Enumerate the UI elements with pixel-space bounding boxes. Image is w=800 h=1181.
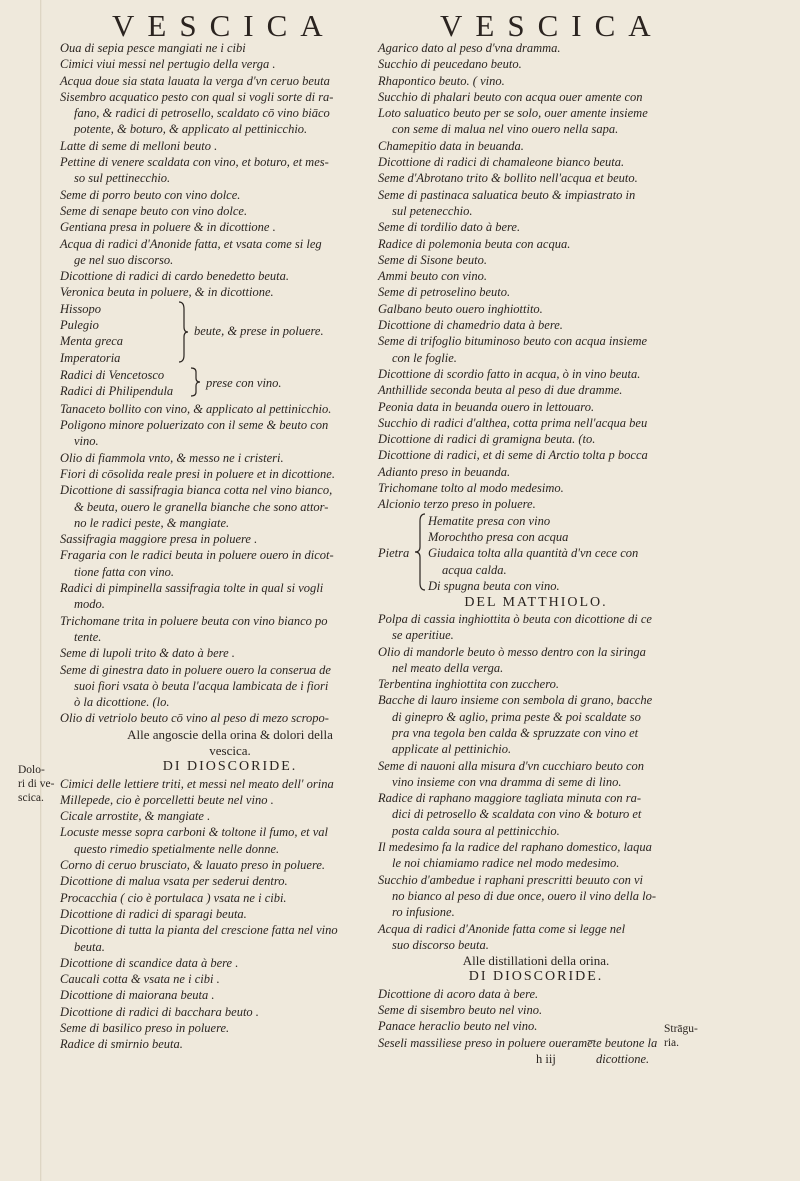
brace-item: Menta greca — [60, 334, 124, 349]
text-line: Succhio di peucedano beuto. — [378, 57, 522, 72]
text-line: & beuta, ouero le granella bianche che sono attor- — [74, 499, 329, 514]
text-line: Olio di fiammola vnto, & messo ne i cristeri. — [60, 450, 284, 465]
text-line: Dicottione di radici di sparagi beuta. — [60, 906, 247, 921]
text-line: Succhio di radici d'althea, cotta prima nell'acqua beu — [378, 415, 648, 430]
text-line: Acqua doue sia stata lauata la verga d'vn ceruo beuta — [60, 73, 330, 88]
left-block-1 — [60, 40, 400, 301]
text-line: Olio di mandorle beuto ò messo dentro con la siringa — [378, 644, 646, 659]
pietra-label: Pietra — [378, 545, 410, 560]
text-line: Galbano beuto ouero inghiottito. — [378, 301, 543, 316]
margin-line: scica. — [18, 792, 44, 804]
text-line: Dicottione di scordio fatto in acqua, ò in vino beuta. — [378, 366, 641, 381]
heading-matthiolo: DEL MATTHIOLO. — [464, 594, 608, 610]
text-line: Chamepitio data in beuanda. — [378, 138, 524, 153]
text-line: Peonia data in beuanda ouero in lettouaro. — [378, 399, 595, 414]
text-line: Radice di polemonia beuta con acqua. — [378, 236, 571, 251]
text-line: ro infusione. — [392, 905, 455, 920]
text-line: Dicottione di scandice data à bere . — [60, 955, 239, 970]
text-line: tente. — [74, 629, 102, 644]
text-line: Cimici delle lettiere triti, et messi nel meato dell' orina — [60, 776, 334, 791]
curly-brace-icon — [414, 513, 426, 591]
text-line: Succhio d'ambedue i raphani prescritti beuuto con vi — [378, 872, 644, 887]
brace-item: Hematite presa con vino — [428, 513, 551, 528]
text-line: Dicottione di radici di bacchara beuto . — [60, 1004, 259, 1019]
curly-brace-icon — [178, 301, 188, 363]
text-line: Radice di raphano maggiore tagliata minuta con ra- — [378, 791, 642, 806]
text-line: Radice di smirnio beuta. — [60, 1037, 183, 1052]
text-line: Caucali cotta & vsata ne i cibi . — [60, 972, 220, 987]
right-block-2 — [378, 611, 694, 953]
text-line: Poligono minore poluerizato con il seme & beuto con — [60, 418, 329, 433]
page-fold — [40, 0, 42, 1181]
text-line: Seme di petroselino beuto. — [378, 285, 511, 300]
text-line: Seme di trifoglio bituminoso beuto con acqua insieme — [378, 334, 648, 349]
text-line: Tanaceto bollito con vino, & applicato al pettinicchio. — [60, 401, 332, 416]
brace-item: Pulegio — [60, 318, 99, 333]
text-line: suo discorso beuta. — [392, 937, 489, 952]
text-line: posta calda soura al pettinicchio. — [392, 823, 560, 838]
text-line: Seme d'Abrotano trito & bollito nell'acqua et beuto. — [378, 171, 638, 186]
text-line: Succhio di phalari beuto con acqua ouer amente con — [378, 89, 643, 104]
text-line: le noi chiamiamo radice nel modo medesimo. — [392, 856, 620, 871]
brace-item: Morochtho presa con acqua — [428, 529, 569, 544]
text-line: di ginepro & aglio, prima peste & poi scaldate so — [392, 709, 641, 724]
section-title-dolori-cont: vescica. — [209, 742, 251, 758]
text-line: Cimici viui messi nel pertugio della verga . — [60, 57, 276, 72]
text-line: Dicottione di chamedrio data à bere. — [378, 318, 563, 333]
text-line: nel meato della verga. — [392, 660, 504, 675]
running-head-right: VESCICA — [440, 8, 664, 43]
running-head-left: VESCICA — [112, 8, 336, 43]
text-line: Seme di porro beuto con vino dolce. — [60, 187, 241, 202]
margin-line: ria. — [664, 1037, 680, 1049]
text-line: fano, & radici di petrosello, scaldato cō vino biāco — [74, 106, 330, 121]
brace-item: acqua calda. — [442, 562, 507, 577]
text-line: vino insieme con vna dramma di seme di lino. — [392, 774, 622, 789]
text-line: Dicottione di malua vsata per sederui dentro. — [60, 874, 288, 889]
text-line: Procacchia ( cio è portulaca ) vsata ne i cibi. — [60, 890, 287, 905]
text-line: se aperitiue. — [392, 628, 454, 643]
brace-text-herbs: beute, & prese in poluere. — [194, 323, 324, 338]
text-line: Adianto preso in beuanda. — [378, 464, 511, 479]
text-line: Dicottione di radici di chamaleone bianco beuta. — [378, 155, 625, 170]
brace-text-roots: prese con vino. — [206, 375, 282, 390]
text-line: Ammi beuto con vino. — [378, 269, 488, 284]
text-line: Seme di sisembro beuto nel vino. — [378, 1003, 543, 1018]
footer-line — [378, 1051, 694, 1067]
text-line: Gentiana presa in poluere & in dicottione . — [60, 220, 276, 235]
text-line: Seme di senape beuto con vino dolce. — [60, 203, 248, 218]
text-line: Alcionio terzo preso in poluere. — [378, 497, 536, 512]
margin-note-dolori — [18, 763, 54, 805]
text-line: Radici di pimpinella sassifragia tolte in qual si vogli — [60, 581, 324, 596]
brace-item: Di spugna beuta con vino. — [428, 578, 560, 593]
text-line: Veronica beuta in poluere, & in dicottione. — [60, 285, 274, 300]
text-line: Dicottione di radici, et di seme di Arctio tolta p bocca — [378, 448, 648, 463]
left-column — [60, 40, 400, 1053]
text-line: Fragaria con le radici beuta in poluere ouero in dicot- — [60, 548, 334, 563]
text-line: Panace heraclio beuto nel vino. — [378, 1019, 538, 1034]
text-line: Seme di pastinaca saluatica beuto & impiastrato in — [378, 187, 636, 202]
brace-group-herbs — [60, 301, 400, 367]
text-line: Trichomane tolto al modo medesimo. — [378, 481, 564, 496]
text-line: applicate al pettinichio. — [392, 742, 512, 757]
text-line: Seme di lupoli trito & dato à bere . — [60, 646, 235, 661]
margin-line: Dolo- — [18, 764, 45, 776]
text-line: Agarico dato al peso d'vna dramma. — [378, 41, 561, 55]
text-line: Sisembro acquatico pesto con qual si vogli sorte di ra- — [60, 89, 334, 104]
brace-item: Radici di Philipendula — [60, 384, 174, 399]
text-line: Corno di ceruo brusciato, & lauato preso in poluere. — [60, 858, 326, 873]
text-line: Millepede, cio è porcelletti beute nel vino . — [60, 792, 274, 807]
text-line: Olio di vetriolo beuto cō vino al peso di mezo scropo- — [60, 711, 329, 726]
text-line: Cicale arrostite, & mangiate . — [60, 809, 211, 824]
text-line: Seme di nauoni alla misura d'vn cucchiaro beuto con — [378, 758, 645, 773]
text-line: dici di petrosello & scaldata con vino & boturo et — [392, 807, 642, 822]
section-title-dolori: Alle angoscie della orina & dolori della — [127, 726, 333, 742]
text-line: sul petenecchio. — [392, 203, 473, 218]
text-line: con le foglie. — [392, 350, 457, 365]
text-line: ge nel suo discorso. — [74, 252, 174, 267]
brace-item: Radici di Vencetosco — [60, 367, 165, 382]
text-line: Oua di sepia pesce mangiati ne i cibi — [60, 41, 246, 55]
text-line: Dicottione di sassifragia bianca cotta nel vino bianco, — [60, 483, 333, 498]
text-line: Locuste messe sopra carboni & toltone il fumo, et val — [60, 825, 329, 840]
margin-note-stranguria — [664, 1022, 698, 1050]
section-title-distillationi: Alle distillationi della orina. — [462, 953, 610, 969]
curly-brace-icon — [190, 367, 200, 397]
text-line: Latte di seme di melloni beuto . — [60, 138, 218, 153]
text-line: no le radici peste, & mangiate. — [74, 515, 230, 530]
text-line: Acqua di radici d'Anonide fatta, et vsata come si leg — [60, 236, 322, 251]
text-line: so sul pettinecchio. — [74, 171, 171, 186]
text-line: Seseli massiliese preso in poluere ouerame̅te beutone la — [378, 1035, 658, 1050]
catchword: dicottione. — [596, 1051, 650, 1066]
text-line: Fiori di cōsolida reale presi in poluere et in dicottione. — [60, 466, 335, 481]
brace-item: Giudaica tolta alla quantità d'vn cece con — [428, 546, 639, 561]
margin-line: Strāgu- — [664, 1023, 698, 1035]
text-line: Seme di basilico preso in poluere. — [60, 1021, 230, 1036]
brace-item: Hissopo — [60, 301, 101, 316]
margin-line: ri di ve- — [18, 778, 55, 790]
text-line: potente, & boturo, & applicato al pettinicchio. — [74, 122, 308, 137]
text-line: con seme di malua nel vino ouero nella sapa. — [392, 122, 619, 137]
left-block-3 — [60, 776, 400, 1053]
heading-dioscoride-left: DI DIOSCORIDE. — [162, 759, 298, 775]
text-line: Seme di Sisone beuto. — [378, 252, 488, 267]
text-line: Bacche di lauro insieme con sembola di grano, bacche — [378, 693, 653, 708]
text-line: no bianco al peso di due once, ouero il vino della lo- — [392, 888, 657, 903]
text-line: Rhapontico beuto. ( vino. — [378, 73, 505, 88]
text-line: Dicottione di tutta la pianta del crescione fatta nel vino — [60, 923, 338, 938]
text-line: tione fatta con vino. — [74, 564, 174, 579]
text-line: vino. — [74, 434, 99, 449]
text-line: Sassifragia maggiore presa in poluere . — [60, 532, 258, 547]
text-line: Dicottione di maiorana beuta . — [60, 988, 215, 1003]
brace-group-pietra — [378, 513, 694, 595]
text-line: ò la dicottione. (lo. — [74, 695, 170, 710]
right-column — [378, 40, 694, 1067]
text-line: Anthillide seconda beuta al peso di due dramme. — [378, 383, 623, 398]
text-line: Seme di ginestra dato in poluere ouero la conserua de — [60, 662, 331, 677]
left-block-2 — [60, 401, 400, 727]
text-line: Acqua di radici d'Anonide fatta come si legge nel — [378, 921, 626, 936]
brace-group-roots — [60, 367, 400, 401]
right-block-1 — [378, 40, 694, 513]
text-line: Terbentina inghiottita con zucchero. — [378, 677, 560, 692]
text-line: suoi fiori vsata ò beuta l'acqua lambicata de i fiori — [74, 678, 329, 693]
brace-item: Imperatoria — [60, 350, 121, 365]
heading-dioscoride-right: DI DIOSCORIDE. — [468, 969, 604, 985]
right-block-3 — [378, 986, 694, 1051]
text-line: Dicottione di radici di gramigna beuta. (to. — [378, 432, 596, 447]
text-line: questo rimedio spetialmente nelle donne. — [74, 841, 280, 856]
text-line: Seme di tordilio dato à bere. — [378, 220, 521, 235]
text-line: beuta. — [74, 939, 105, 954]
text-line: Trichomane trita in poluere beuta con vino bianco po — [60, 613, 328, 628]
text-line: modo. — [74, 597, 105, 612]
text-line: Dicottione di radici di cardo benedetto beuta. — [60, 269, 290, 284]
text-line: pra vna tegola ben calda & spruzzate con vino et — [392, 725, 639, 740]
text-line: Loto saluatico beuto per se solo, ouer amente insieme — [378, 106, 648, 121]
signature-mark: h iij — [536, 1051, 556, 1066]
text-line: Pettine di venere scaldata con vino, et boturo, et mes- — [60, 155, 329, 170]
text-line: Polpa di cassia inghiottita ò beuta con dicottione di ce — [378, 611, 652, 626]
text-line: Il medesimo fa la radice del raphano domestico, laqua — [378, 840, 652, 855]
text-line: Dicottione di acoro data à bere. — [378, 986, 539, 1001]
